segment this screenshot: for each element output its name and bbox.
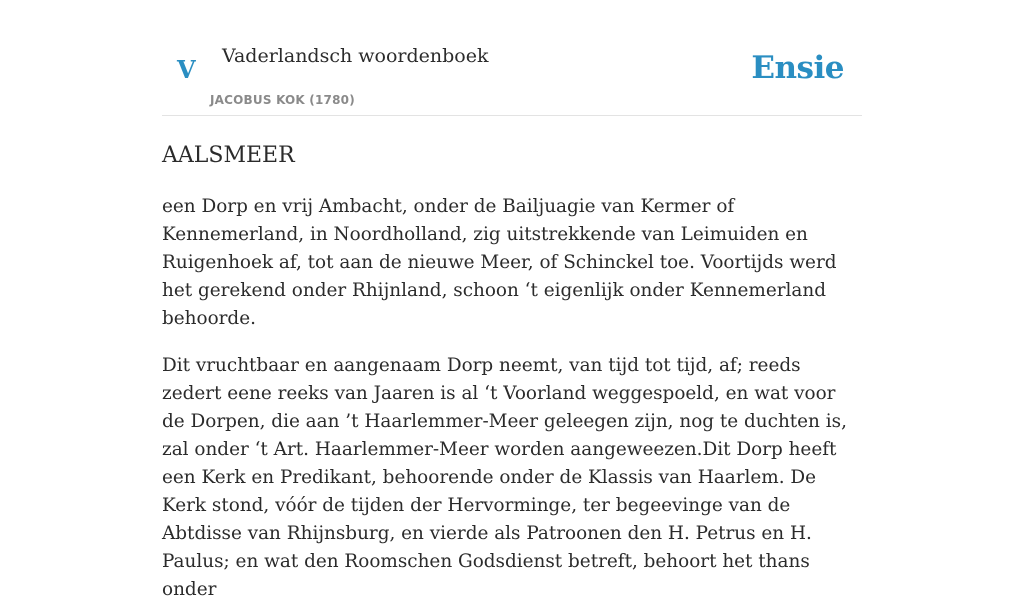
book-header bbox=[162, 0, 862, 116]
entry-paragraph: een Dorp en vrij Ambacht, onder de Bailjuagie van Kermer of Kennemerland, in Noordholland, zig uitstrekkende van Leimuiden en Ruigenhoek af, tot aan de nieuwe Meer, of Schinckel toe. Voortijds werd het gerekend onder Rhijnland, schoon ‘t eigenlijk onder Kennemerland behoorde. bbox=[162, 196, 837, 329]
book-author: JACOBUS KOK (1780) bbox=[210, 93, 355, 107]
brand-logo-link[interactable]: Ensie bbox=[751, 50, 844, 86]
entry-content bbox=[162, 193, 862, 604]
book-letter-link[interactable]: V bbox=[177, 55, 196, 84]
page bbox=[162, 0, 862, 600]
entry-paragraph: Dit vruchtbaar en aangenaam Dorp neemt, van tijd tot tijd, af; reeds zedert eene reeks van Jaaren is al ‘t Voorland weggespoeld, en wat voor de Dorpen, die aan ’t Haarlemmer-Meer geleegen zijn, nog te duchten is, zal onder ‘t Art. Haarlemmer-Meer worden aangeweezen.Dit Dorp heeft een Kerk en Predikant, behoorende onder de Klassis van Haarlem. De Kerk stond, vóór de tijden der Hervorminge, ter begeevinge van de Abtdisse van Rhijnsburg, en vierde als Patroonen den H. Petrus en H. Paulus; en wat den Roomschen Godsdienst betreft, behoort het thans onder bbox=[162, 355, 847, 600]
book-title-link[interactable]: Vaderlandsch woordenboek bbox=[222, 45, 489, 67]
entry-headword: AALSMEER bbox=[162, 143, 295, 168]
